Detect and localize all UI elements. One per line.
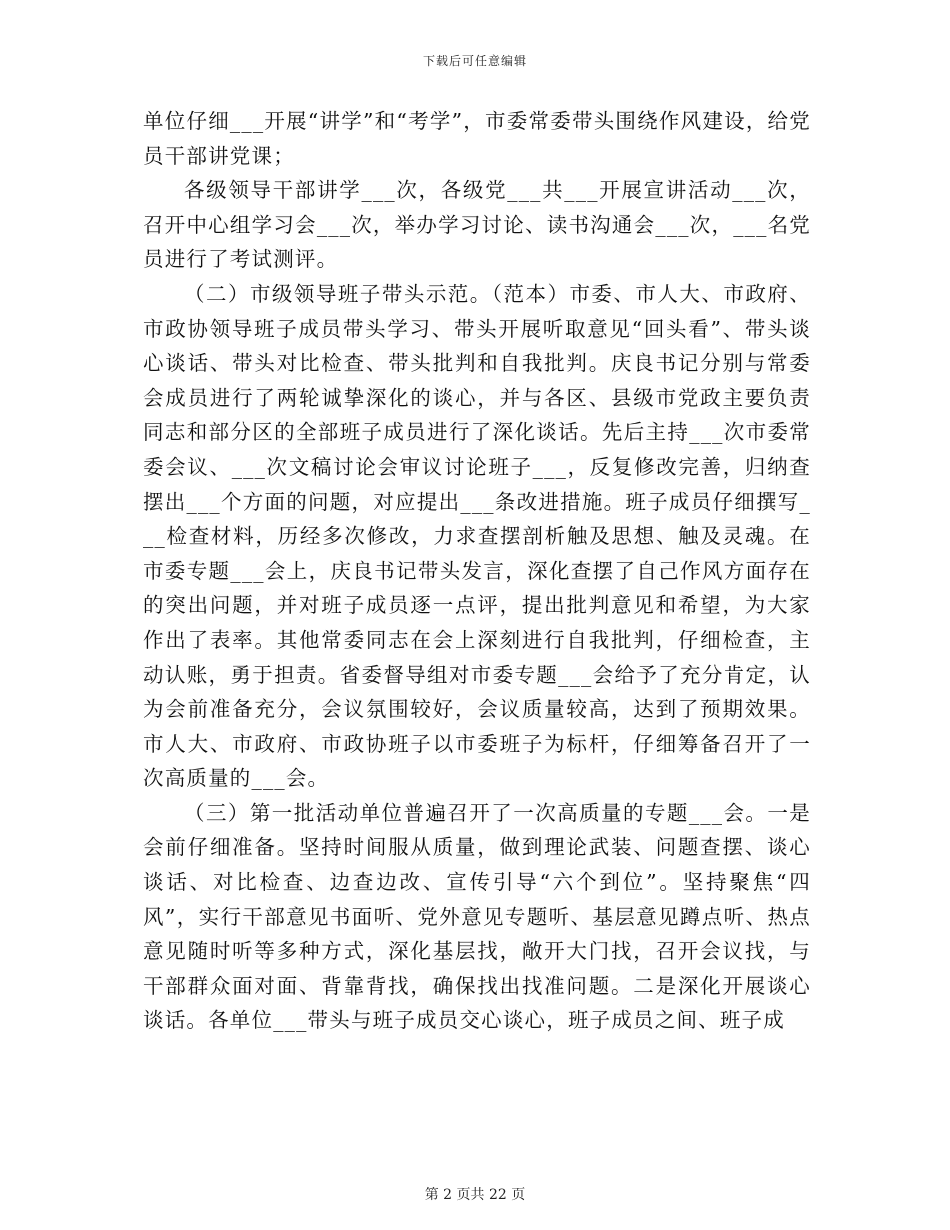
document-body	[143, 104, 811, 1038]
paragraph-continuation: 单位仔细___开展“讲学”和“考学”，市委常委带头围绕作风建设，给党员干部讲党课；	[143, 109, 811, 168]
page-header-note: 下载后可任意编辑	[422, 54, 527, 68]
page-number: 第 2 页共 22 页	[424, 1187, 526, 1203]
paragraph-statistics: 各级领导干部讲学___次，各级党___共___开展宣讲活动___次，召开中心组学习会___次，举办学习讨论、读书沟通会___次，___名党员进行了考试测评。	[143, 178, 811, 272]
paragraph-section-three: （三）第一批活动单位普遍召开了一次高质量的专题___会。一是会前仔细准备。坚持时间服从质量，做到理论武装、问题查摆、谈心谈话、对比检查、边查边改、宣传引导“六个到位”。坚持聚焦“四风”，实行干部意见书面听、党外意见专题听、基层意见蹲点听、热点意见随时听等多种方式，深化基层找，敞开大门找，召开会议找，与干部群众面对面、背靠背找，确保找出找准问题。二是深化开展谈心谈话。各单位___带头与班子成员交心谈心，班子成员之间、班子成	[143, 800, 811, 1033]
paragraph-section-two: （二）市级领导班子带头示范。（范本）市委、市人大、市政府、市政协领导班子成员带头学习、带头开展听取意见“回头看”、带头谈心谈话、带头对比检查、带头批判和自我批判。庆良书记分别与常委会成员进行了两轮诚挚深化的谈心，并与各区、县级市党政主要负责同志和部分区的全部班子成员进行了深化谈话。先后主持___次市委常委会议、___次文稿讨论会审议讨论班子___，反复修改完善，归纳查摆出___个方面的问题，对应提出___条改进措施。班子成员仔细撰写___检查材料，历经多次修改，力求查摆剖析触及思想、触及灵魂。在市委专题___会上，庆良书记带头发言，深化查摆了自己作风方面存在的突出问题，并对班子成员逐一点评，提出批判意见和希望，为大家作出了表率。其他常委同志在会上深刻进行自我批判，仔细检查，主动认账，勇于担责。省委督导组对市委专题___会给予了充分肯定，认为会前准备充分，会议氛围较好，会议质量较高，达到了预期效果。市人大、市政府、市政协班子以市委班子为标杆，仔细筹备召开了一次高质量的___会。	[143, 281, 811, 791]
